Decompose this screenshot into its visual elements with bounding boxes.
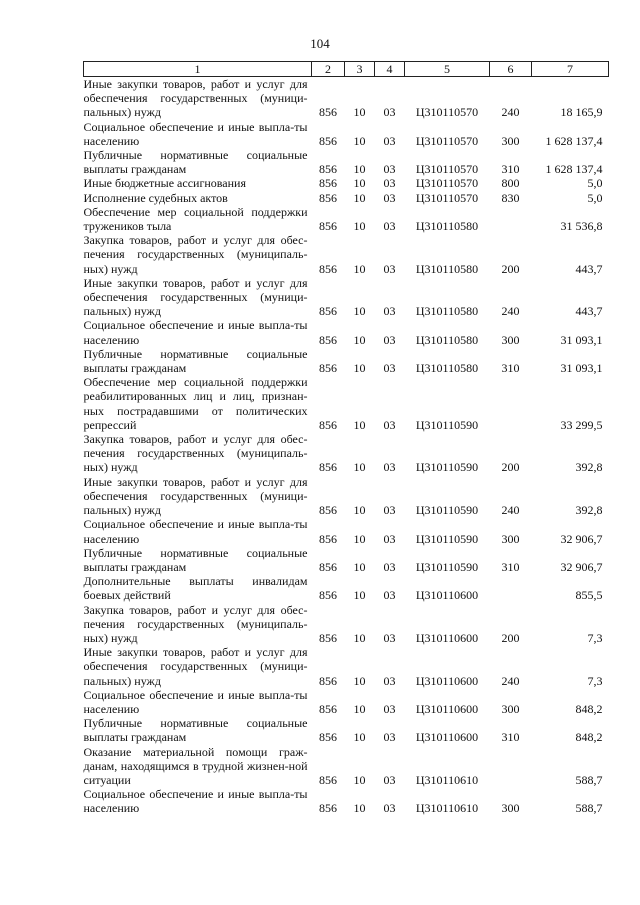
row-subsection: 03 [383,162,396,177]
row-amount: 5,0 [587,190,603,205]
row-amount: 443,7 [575,304,603,319]
row-expense-type: 300 [501,332,520,347]
row-admin-code: 856 [319,701,337,716]
row-target-article: Ц310110600 [415,701,479,716]
row-subsection: 03 [383,559,396,574]
row-subsection: 03 [383,730,396,745]
row-subsection: 03 [383,219,396,234]
header-col-5: 5 [405,62,490,77]
row-amount: 31 093,1 [560,332,603,347]
row-name: Иные закупки товаров, работ и услуг для обеспечения государственных (муници-пальных) нужд [83,645,308,688]
row-section: 10 [353,304,366,319]
table-row [84,645,609,688]
row-section: 10 [353,772,366,787]
row-amount: 7,3 [587,673,603,688]
row-amount: 31 093,1 [560,361,603,376]
row-name: Публичные нормативные социальные выплаты гражданам [83,148,308,177]
row-subsection: 03 [383,588,396,603]
row-subsection: 03 [383,417,396,432]
row-section: 10 [353,162,366,177]
row-admin-code: 856 [319,772,337,787]
row-admin-code: 856 [319,361,337,376]
row-amount: 392,8 [575,503,603,518]
row-amount: 31 536,8 [560,219,603,234]
row-target-article: Ц310110580 [415,361,479,376]
budget-table [83,61,609,816]
row-target-article: Ц310110610 [415,801,479,816]
row-admin-code: 856 [319,460,337,475]
row-amount: 32 906,7 [560,559,603,574]
row-amount: 848,2 [575,730,603,745]
row-admin-code: 856 [319,559,337,574]
row-target-article: Ц310110580 [415,332,479,347]
row-target-article: Ц310110590 [415,559,479,574]
row-subsection: 03 [383,630,396,645]
row-subsection: 03 [383,673,396,688]
table-row [84,276,609,319]
table-row [84,318,609,346]
row-admin-code: 856 [319,332,337,347]
row-expense-type [490,205,532,233]
row-expense-type [490,745,532,788]
row-target-article: Ц310110570 [415,162,479,177]
row-admin-code: 856 [319,630,337,645]
header-col-4: 4 [375,62,405,77]
row-section: 10 [353,332,366,347]
row-target-article: Ц310110580 [415,219,479,234]
row-target-article: Ц310110570 [415,176,479,191]
row-name: Социальное обеспечение и иные выпла-ты населению [83,687,308,716]
row-section: 10 [353,460,366,475]
row-expense-type: 310 [501,361,520,376]
row-subsection: 03 [383,361,396,376]
row-subsection: 03 [383,261,396,276]
row-admin-code: 856 [319,730,337,745]
row-subsection: 03 [383,772,396,787]
row-name: Оказание материальной помощи граж-данам, находящимся в трудной жизнен-ной ситуации [83,744,308,787]
row-admin-code: 856 [319,503,337,518]
row-admin-code: 856 [319,531,337,546]
row-expense-type: 200 [501,460,520,475]
row-target-article: Ц310110590 [415,503,479,518]
table-row [84,176,609,190]
row-target-article: Ц310110600 [415,630,479,645]
row-target-article: Ц310110570 [415,133,479,148]
table-row [84,745,609,788]
row-admin-code: 856 [319,162,337,177]
row-expense-type [490,574,532,602]
row-amount: 392,8 [575,460,603,475]
row-section: 10 [353,730,366,745]
row-expense-type: 200 [501,261,520,276]
row-subsection: 03 [383,531,396,546]
row-expense-type: 300 [501,133,520,148]
row-amount: 1 628 137,4 [545,162,603,177]
row-target-article: Ц310110600 [415,588,479,603]
row-name: Иные закупки товаров, работ и услуг для обеспечения государственных (муници-пальных) нужд [83,275,308,319]
table-row [84,688,609,716]
row-name: Закупка товаров, работ и услуг для обес-печения государственных (муниципаль-ных) нужд [83,233,308,276]
row-subsection: 03 [383,801,396,816]
row-expense-type: 310 [501,162,520,177]
row-target-article: Ц310110610 [415,772,479,787]
table-row [84,432,609,475]
row-amount: 1 628 137,4 [545,133,603,148]
row-name: Социальное обеспечение и иные выпла-ты населению [83,517,308,546]
header-col-2: 2 [312,62,345,77]
row-section: 10 [353,417,366,432]
row-target-article: Ц310110590 [415,531,479,546]
row-name: Социальное обеспечение и иные выпла-ты населению [83,318,308,347]
row-section: 10 [353,559,366,574]
row-name: Социальное обеспечение и иные выпла-ты населению [83,787,308,816]
row-section: 10 [353,673,366,688]
header-col-6: 6 [490,62,532,77]
row-section: 10 [353,801,366,816]
row-name: Закупка товаров, работ и услуг для обес-печения государственных (муниципаль-ных) нужд [83,432,308,475]
row-name: Закупка товаров, работ и услуг для обес-печения государственных (муниципаль-ных) нужд [83,602,308,645]
header-col-1: 1 [84,62,312,77]
page-number: 104 [310,36,330,51]
row-target-article: Ц310110570 [415,105,479,120]
row-admin-code: 856 [319,133,337,148]
row-amount: 588,7 [575,801,603,816]
row-name: Публичные нормативные социальные выплаты гражданам [83,716,308,745]
row-subsection: 03 [383,460,396,475]
row-subsection: 03 [383,503,396,518]
table-row [84,191,609,205]
row-amount: 5,0 [587,176,603,191]
row-expense-type: 200 [501,630,520,645]
row-expense-type: 830 [501,190,520,205]
table-row [84,205,609,233]
row-admin-code: 856 [319,190,337,205]
row-amount: 7,3 [587,630,603,645]
header-row [84,62,609,77]
row-target-article: Ц310110570 [415,190,479,205]
row-admin-code: 856 [319,417,337,432]
row-amount: 848,2 [575,701,603,716]
table-row [84,475,609,518]
row-name: Иные закупки товаров, работ и услуг для обеспечения государственных (муници-пальных) нужд [83,474,308,518]
row-amount: 855,5 [575,588,603,603]
row-expense-type: 240 [501,304,520,319]
row-subsection: 03 [383,190,396,205]
row-admin-code: 856 [319,105,337,120]
row-section: 10 [353,701,366,716]
row-section: 10 [353,531,366,546]
row-subsection: 03 [383,332,396,347]
header-col-3: 3 [345,62,375,77]
row-section: 10 [353,630,366,645]
row-amount: 443,7 [575,261,603,276]
row-target-article: Ц310110590 [415,417,479,432]
row-section: 10 [353,176,366,191]
table-row [84,787,609,815]
row-name: Обеспечение мер социальной поддержки реабилитированных лиц и лиц, признан-ных пострадавшими от политических репрессий [83,375,308,432]
row-admin-code: 856 [319,588,337,603]
row-name: Иные закупки товаров, работ и услуг для обеспечения государственных (муници-пальных) нужд [83,77,308,120]
table-row [84,77,609,120]
row-expense-type: 240 [501,105,520,120]
table-row [84,120,609,148]
row-section: 10 [353,261,366,276]
table-row [84,375,609,432]
row-expense-type: 310 [501,730,520,745]
row-target-article: Ц310110600 [415,730,479,745]
row-name: Исполнение судебных актов [83,190,228,205]
row-amount: 588,7 [575,772,603,787]
row-admin-code: 856 [319,261,337,276]
table-row [84,517,609,545]
row-name: Обеспечение мер социальной поддержки тружеников тыла [83,204,308,234]
row-name: Публичные нормативные социальные выплаты гражданам [83,346,308,376]
header-col-7: 7 [532,62,609,77]
row-amount: 32 906,7 [560,531,603,546]
row-expense-type: 240 [501,503,520,518]
row-expense-type [490,375,532,432]
row-section: 10 [353,190,366,205]
row-section: 10 [353,588,366,603]
table-row [84,716,609,744]
table-row [84,148,609,176]
table-row [84,347,609,375]
row-admin-code: 856 [319,801,337,816]
row-expense-type: 800 [501,176,520,191]
row-target-article: Ц310110600 [415,673,479,688]
row-admin-code: 856 [319,304,337,319]
table-row [84,233,609,276]
row-section: 10 [353,133,366,148]
row-target-article: Ц310110590 [415,460,479,475]
row-name: Иные бюджетные ассигнования [83,176,246,191]
row-expense-type: 240 [501,673,520,688]
row-subsection: 03 [383,105,396,120]
row-amount: 18 165,9 [560,105,603,120]
row-section: 10 [353,503,366,518]
row-target-article: Ц310110580 [415,304,479,319]
row-admin-code: 856 [319,176,337,191]
row-amount: 33 299,5 [560,417,603,432]
row-subsection: 03 [383,133,396,148]
row-section: 10 [353,105,366,120]
row-expense-type: 310 [501,559,520,574]
row-subsection: 03 [383,304,396,319]
table-header [84,62,609,77]
row-expense-type: 300 [501,531,520,546]
table-row [84,603,609,646]
row-name: Дополнительные выплаты инвалидам боевых действий [83,574,308,603]
row-section: 10 [353,361,366,376]
row-subsection: 03 [383,701,396,716]
row-target-article: Ц310110580 [415,261,479,276]
row-section: 10 [353,219,366,234]
table-row [84,546,609,574]
row-name: Публичные нормативные социальные выплаты гражданам [83,545,308,574]
row-name: Социальное обеспечение и иные выпла-ты населению [83,119,308,148]
table-body [84,77,609,816]
row-admin-code: 856 [319,219,337,234]
table-row [84,574,609,602]
row-admin-code: 856 [319,673,337,688]
row-expense-type: 300 [501,701,520,716]
row-subsection: 03 [383,176,396,191]
row-expense-type: 300 [501,801,520,816]
